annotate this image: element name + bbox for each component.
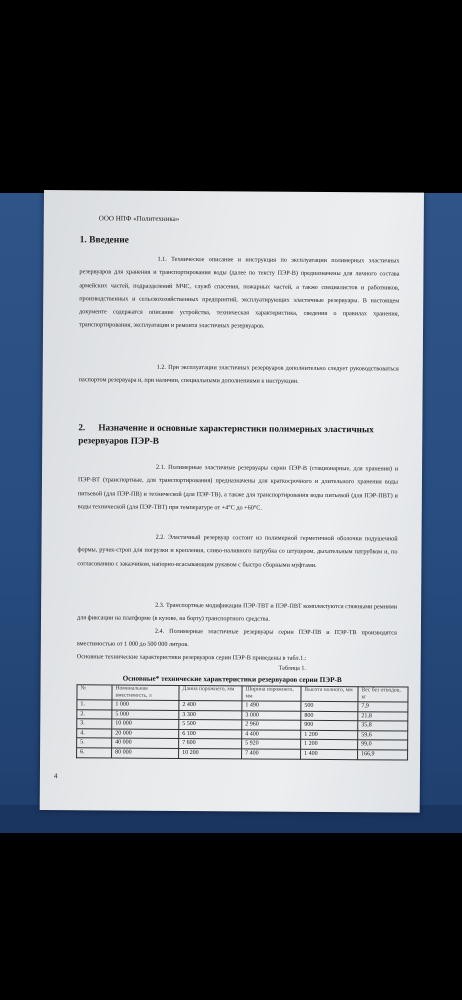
- cell-weight: 35,8: [358, 721, 408, 731]
- cell-weight: 99,0: [358, 740, 408, 750]
- cell-capacity: 10 000: [112, 719, 179, 729]
- organization-header: ООО НПФ «Политехника»: [98, 214, 180, 223]
- table-title: Основные* технические характеристики резервуаров серии ПЭР-В: [122, 674, 342, 685]
- cell-weight: 21,8: [358, 711, 408, 721]
- cell-capacity: 20 000: [112, 729, 179, 739]
- section-2-title: [78, 421, 408, 449]
- cell-length: 3 300: [179, 710, 242, 720]
- cell-length: 5 500: [179, 720, 242, 730]
- section-1-title: 1. Введение: [79, 235, 129, 246]
- cell-capacity: 40 000: [112, 738, 179, 748]
- section-2-heading: Назначение и основные характеристики полимерных эластичных резервуаров ПЭР-В: [78, 422, 374, 446]
- cell-width: 5 920: [242, 739, 301, 749]
- cell-capacity: 5 000: [112, 710, 179, 720]
- cell-weight: 7,9: [358, 702, 408, 712]
- cell-height: 1 200: [301, 730, 358, 740]
- page-number: 4: [53, 772, 58, 781]
- cell-number: 2.: [77, 709, 112, 719]
- cell-width: 2 960: [242, 720, 301, 730]
- cell-number: 3.: [77, 719, 112, 729]
- table-header-row: [77, 685, 408, 702]
- paragraph-2-2: 2.2. Эластичный резервуар состоит из полимерной герметичной оболочки подушечной формы, ручек-строп для погрузки и крепления, сливо-наливного патрубка со штуцером, дыхательным патрубком и, по согласованию с заказчиком, напорно-всасывающим рукавом с быстро сборными муфтами.: [77, 533, 398, 569]
- cell-height: 500: [301, 701, 358, 711]
- cell-width: 4 400: [242, 730, 301, 740]
- header-weight: Вес без отводов, кг: [358, 687, 408, 702]
- table-caption: Таблица 1.: [278, 665, 306, 672]
- section-2-number: 2.: [78, 422, 86, 433]
- table-row: [77, 748, 408, 760]
- paragraph-2-4: 2.4. Полимерные эластичные резервуары серии ПЭР-ПВ и ПЭР-ТВ производятся вместимостью от 1 000 до 500 000 литров.: [76, 627, 397, 649]
- header-length: Длина порожнего, мм: [179, 685, 242, 700]
- cell-capacity: 1 000: [112, 700, 179, 710]
- cell-number: 4.: [77, 729, 112, 739]
- cell-width: 1 490: [242, 701, 301, 711]
- paragraph-2-1: 2.1. Полимерные эластичные резервуары серии ПЭР-В (стационарные, для хранения) и ПЭР-ВТ (транспортные, для транспортирования) предназначены для краткосрочного и длительного хранения воды питьевой (для ПЭР-ПВ) и технической (для ПЭР-ТВ), а также для транспортирования воды питьевой (для ПЭР-ПВТ) и воды технической (для ПЭР-ТВТ) при температуре от +4°С до +60°С.: [77, 463, 399, 512]
- cell-number: 5.: [77, 738, 112, 748]
- cell-weight: 166,9: [358, 750, 408, 760]
- cell-number: 1.: [77, 700, 112, 710]
- cell-length: 7 600: [179, 739, 242, 749]
- cell-height: 1 200: [301, 740, 358, 750]
- cell-capacity: 80 000: [112, 748, 179, 758]
- paragraph-2-3: 2.3. Транспортные модификации ПЭР-ТВТ и ПЭР-ПВТ комплектуются стяжными ремнями для фиксации на платформе (в кузове, на борту) транспортного средства.: [76, 601, 398, 623]
- cell-length: 2 400: [179, 700, 242, 710]
- paragraph-1-2: 1.2. При эксплуатации эластичных резервуаров дополнительно следует руководствоваться паспортом резервуара и, при наличии, специальными дополнениями к инструкции.: [78, 363, 399, 386]
- specs-table: [76, 684, 409, 760]
- cell-length: 6 100: [179, 729, 242, 739]
- cell-width: 7 400: [242, 749, 301, 759]
- header-width: Ширина порожнего, мм: [242, 686, 301, 701]
- cell-length: 10 200: [179, 748, 242, 758]
- paragraph-1-1: 1.1. Техническое описание и инструкция по эксплуатации полимерных эластичных резервуаров для хранения и транспортирования воды (далее по тексту ПЭР-В) предназначены для личного состава армейских частей, подразделений МЧС, служб спасения, пожарных частей, а также специалистов и работников, производственных и сельскохозяйственных предприятий, эксплуатирующих эластичные резервуары. В настоящем документе содержатся описание устройства, техническая характеристика, сведения о правилах хранения, транспортирования, эксплуатации и ремонта эластичных резервуаров.: [79, 255, 400, 331]
- paragraph-2-5: Основные технические характеристики резервуаров серии ПЭР-В приведены в табл.1.:: [76, 653, 307, 662]
- document-page: [40, 190, 424, 813]
- cell-height: 1 400: [301, 749, 358, 759]
- cell-width: 3 000: [242, 710, 301, 720]
- cell-number: 6.: [77, 748, 112, 758]
- header-height: Высота полного, мм: [301, 686, 358, 701]
- header-number: №: [77, 685, 112, 700]
- cell-height: 900: [301, 720, 358, 730]
- header-capacity: Номинальная вместимость, л: [112, 685, 179, 700]
- cell-weight: 59,6: [358, 730, 408, 740]
- cell-height: 800: [301, 711, 358, 721]
